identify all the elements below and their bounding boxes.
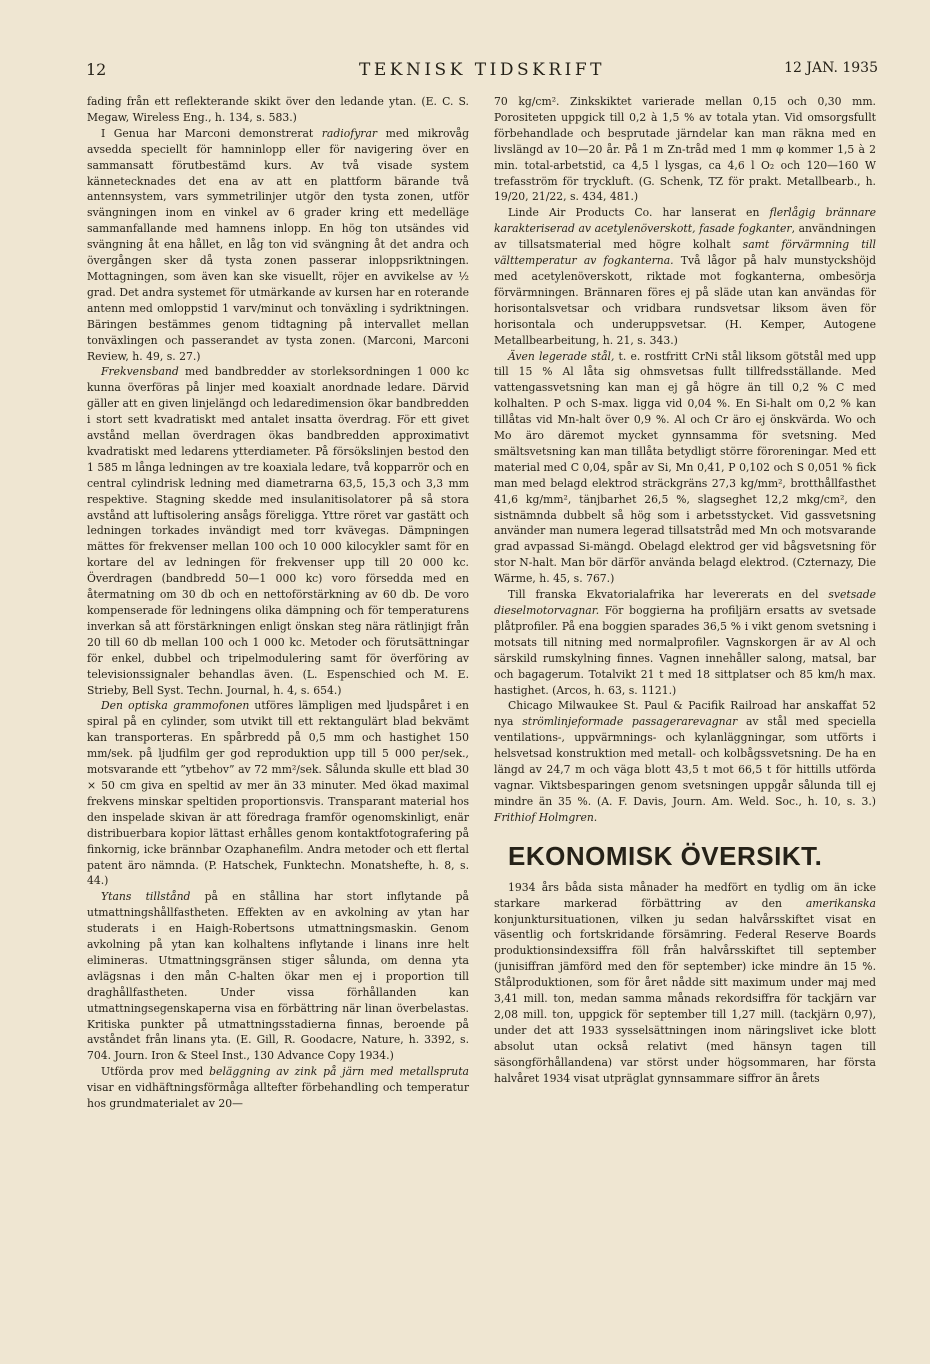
text: t. e. rostfritt CrNi stål liksom götstål med upp till 15 % Al låta sig ohmsvetsas fullt tillfredsställande. Med vattengassvetsning kan man ej gå högre än till 0,2 % C med kolhalten. P och S-max. ligga vid 0,04 %. En Si-halt om 0,2 % kan tillåtas vid Mn-halt över 0,9 %. Al och Cr äro ej önskvärda. Wo och Mo äro däremot mycket gynnsamma för svetsning. Med smältsvetsning kan man tillåta betydligt större föroreningar. Med ett material med C 0,04, spår av Si, Mn 0,41, P 0,102 och S 0,051 % fick man med belagd elektrod sträckgräns 27,3 kg/mm², brotthållfasthet 41,6 kg/mm², tänjbarhet 26,5 %, slagseghet 12,2 mkg/cm², den sistnämnda dubbelt så hög som i arbetsstycket. Vid gassvetsning använder man numera legerad tillsatstråd med Mn och motsvarande grad avpassad Si-mängd. Obelagd elektrod ger vid bågsvetsning för stor N-halt. Man bör därför använda belagd elektrod. (Czternazy, Die Wärme, h. 45, s. 767.) bbox=[494, 349, 876, 586]
paragraph bbox=[494, 205, 876, 348]
paragraph bbox=[87, 1064, 469, 1112]
emphasis: flerlågig brännare karakteriserad av acetylenöverskott, fasade fogkanter bbox=[494, 206, 876, 236]
emphasis: Frekvensband bbox=[101, 365, 179, 379]
paragraph bbox=[494, 698, 876, 825]
right-column bbox=[494, 94, 876, 1086]
emphasis: Den optiska grammofonen bbox=[101, 699, 250, 713]
emphasis: Även legerade stål, bbox=[508, 349, 615, 363]
paragraph bbox=[494, 94, 876, 205]
text: Chicago Milwaukee St. Paul & Pacifik Railroad har anskaffat 52 nya bbox=[494, 699, 876, 729]
paragraph bbox=[87, 364, 469, 698]
text: I Genua har Marconi demonstrerat bbox=[101, 126, 322, 140]
emphasis: Ytans tillstånd bbox=[101, 890, 191, 904]
text: utföres lämpligen med ljudspåret i en spiral på en cylinder, som utvikt till ett rektangulärt blad bekvämt kan transporteras. En spårbredd på 0,5 mm och hastighet 150 mm/sek. på ljudfilm ger god reproduktion upp till 5 000 per/sek., motsvarande ett ”ytbehov” av 72 mm²/sek. Sålunda skulle ett blad 30 × 50 cm giva en speltid av mer än 33 minuter. Med ökad maximal frekvens minskar speltiden proportionsvis. Transparant material hos den inspelade skivan är att föredraga framför ogenomskinligt, enär distribuerbara kopior lättast erhålles genom kontaktfotografering på finkornig, icke brännbar Ozaphanefilm. Andra metoder och ett flertal patent äro nämnda. (P. Hatschek, Funktechn. Monatshefte, h. 8, s. 44.) bbox=[87, 699, 469, 888]
paragraph bbox=[87, 889, 469, 1064]
page-number: 12 bbox=[86, 60, 107, 79]
emphasis: strömlinjeformade passagerarevagnar bbox=[522, 715, 738, 729]
emphasis: samt förvärmning till välttemperatur av fogkanterna. bbox=[494, 238, 877, 268]
paragraph bbox=[87, 94, 469, 126]
author-signature: Frithiof Holmgren. bbox=[494, 810, 598, 824]
text: av stål med speciella ventilations-, uppvärmnings- och kylanläggningar, som utförts i helsvetsad konstruktion med metall- och kolbågssvetsning. De ha en längd av 24,7 m och väga blott 43,5 t mot 66,5 t för hittills utförda vagnar. Viktsbesparingen genom svetsningen uppgår sålunda till ej mindre än 35 %. (A. F. Davis, Journ. Am. Weld. Soc., h. 10, s. 3.) bbox=[494, 715, 876, 808]
emphasis: amerikanska bbox=[805, 896, 876, 910]
page-header bbox=[86, 58, 878, 84]
paragraph bbox=[494, 587, 876, 698]
paragraph bbox=[87, 698, 469, 889]
text: 70 kg/cm². Zinkskiktet varierade mellan 0,15 och 0,30 mm. Porositeten uppgick till 0,2 à 1,5 % av totala ytan. Vid omsorgsfullt förbehandlade och besprutade järndelar kan man räkna med en livslängd av 10—20 år. På 1 m Zn-tråd med 1 mm φ kommer 1,5 à 2 min. total-arbetstid, ca 4,5 l lysgas, ca 4,6 l O₂ och 120—160 W trefasström för tryckluft. (G. Schenk, TZ för prakt. Metallbearb., h. 19/20, 21/22, s. 434, 481.) bbox=[494, 95, 876, 204]
text: konjunktursituationen, vilken ju sedan halvårsskiftet visat en väsentlig och fortskridande försämring. Federal Reserve Boards produktionsindexsiffra föll från halvårsskiftet till september (junisiffran jämförd med den för september) icke mindre än 15 %. Stålproduktionen, som för året nådde sitt maximum under maj med 3,41 mill. ton, medan samma månads rekordsiffra för tackjärn var 2,08 mill. ton, uppgick för september till 1,27 mill. (tackjärn 0,97), under det att 1933 sysselsättningen inom näringslivet icke blott absolut utan också relativt (med hänsyn tagen till säsongförhållandena) var störst under högsommaren, har första halvåret 1934 visat utpräglat gynnsammare siffror än årets bbox=[494, 912, 876, 1085]
text: med mikrovåg avsedda speciellt för hamninlopp eller för navigering över en sammansatt förutbestämd kurs. Av två visade system kännetecknades det ena av att en plattform bärande två antennsystem, vars symmetrilinjer utgör den tysta zonen, utför svängningen inom en vinkel av 6 grader kring ett medelläge sammanfallande med hamnens inlopp. En hög ton utsändes vid svängning åt ena hållet, en låg ton vid svängning åt det andra och övergången sker då tysta zonen passerar inloppsriktningen. Mottagningen, som även kan ske visuellt, röjer en avvikelse av ½ grad. Det andra systemet för utmärkande av kursen har en roterande antenn med omloppstid 1 varv/minut och tonväxling i sydriktningen. Bäringen bestämmes genom tidtagning på intervallet mellan tonväxlingen och passerandet av tysta zonen. (Marconi, Marconi Review, h. 49, s. 27.) bbox=[87, 126, 469, 363]
text: 1934 års båda sista månader ha medfört en tydlig om än icke starkare markerad förbättring av den bbox=[494, 880, 876, 910]
text: fading från ett reflekterande skikt över den ledande ytan. (E. C. S. Megaw, Wireless Eng., h. 134, s. 583.) bbox=[87, 95, 469, 124]
paragraph bbox=[494, 880, 876, 1087]
left-column bbox=[87, 94, 469, 1112]
emphasis: svetsade dieselmotorvagnar. bbox=[494, 588, 876, 617]
text: Till franska Ekvatorialafrika har levererats en del bbox=[508, 588, 829, 602]
paragraph bbox=[87, 126, 469, 365]
paragraph bbox=[494, 349, 876, 588]
text: Linde Air Products Co. har lanserat en bbox=[508, 206, 770, 220]
issue-date: 12 JAN. 1935 bbox=[784, 60, 878, 76]
emphasis: radiofyrar bbox=[321, 126, 378, 140]
text: Utförda prov med bbox=[101, 1065, 210, 1079]
text: För boggierna ha profiljärn ersatts av svetsade plåtprofiler. På ena boggien sparades 36,5 % i vikt genom svetsning i motsats till nitning med normalprofiler. Vagnskorgen är av Al och särskild rumskylning finnes. Vagnen innehåller salong, matsal, bar och bagagerum. Totalvikt 21 t med 18 sittplatser och 85 km/h max. hastighet. (Arcos, h. 63, s. 1121.) bbox=[494, 604, 876, 697]
text: , användningen av tillsatsmaterial med högre kolhalt bbox=[494, 222, 876, 252]
text: med bandbredder av storleksordningen 1 000 kc kunna överföras på linjer med koaxialt anordnade ledare. Därvid gäller att en given linjelängd och ledaredimension ökar bandbredden i stort sett kvadratiskt med antalet insatta överdrag. För ett givet avstånd mellan överdragen ökas bandbredden approximativt kvadratiskt med ledarens ytterdiameter. På försökslinjen bestod den 1 585 m långa ledningen av tre koaxiala ledare, två kopparrör och en central cylindrisk ledning med diametrarna 63,5, 15,3 och 3,3 mm respektive. Stagning skedde med insulanitisolatorer på så stora avstånd att luftisolering ansågs föreligga. Yttre röret var gastätt och ledningen torkades invändigt med torr kvävegas. Dämpningen mättes för frekvenser mellan 100 och 10 000 kilocykler samt för en kortare del av ledningen för frekvenser upp till 20 000 kc. Överdragen (bandbredd 50—1 000 kc) voro försedda med en återmatning om 30 db och en nettoförstärkning av 60 db. De voro kompenserade för ledningens olika dämpning och för temperaturens inverkan så att förstärkningen enligt önskan steg nära rätlinjigt från 20 till 60 db mellan 100 och 1 000 kc. Metoder och förutsättningar för enkel, dubbel och tripelmodulering samt för överföring av televisionssignaler behandlas även. (L. Espenschied och M. E. Strieby, Bell Syst. Techn. Journal, h. 4, s. 654.) bbox=[87, 365, 469, 697]
text: Två lågor på halv munstyckshöjd med acetylenöverskott, riktade mot fogkanterna, ombesörja förvärmningen. Brännaren föres ej på släde utan kan användas för horisontalsvetsar och vridbara rundsvetsar liksom även för horisontala och underuppsvetsar. (H. Kemper, Autogene Metallbearbeitung, h. 21, s. 343.) bbox=[494, 254, 876, 347]
journal-title: TEKNISK TIDSKRIFT bbox=[359, 60, 605, 80]
emphasis: beläggning av zink på järn med metallspruta bbox=[209, 1065, 469, 1079]
text: på en stållina har stort inflytande på utmattningshållfastheten. Effekten av en avkolning av ytan har studerats i en Haigh-Robertsons utmattningsmaskin. Genom avkolning på ytan kan kolhaltens inflytande i linans inre helt elimineras. Utmattningsgränsen stiger sålunda, om denna yta avlägsnas i den mån C-halten ökar men ej i proportion till draghållfastheten. Under vissa förhållanden kan utmattningsegenskaperna visa en förbättring när linan överbelastas. Kritiska punkter på utmattningsstadierna finnas, beroende på avståndet från linans yta. (E. Gill, R. Goodacre, Nature, h. 3392, s. 704. Journ. Iron & Steel Inst., 130 Advance Copy 1934.) bbox=[87, 890, 469, 1063]
section-title: EKONOMISK ÖVERSIKT. bbox=[508, 840, 823, 871]
text: visar en vidhäftningsförmåga alltefter förbehandling och temperatur hos grundmaterialet av 20— bbox=[87, 1081, 469, 1111]
